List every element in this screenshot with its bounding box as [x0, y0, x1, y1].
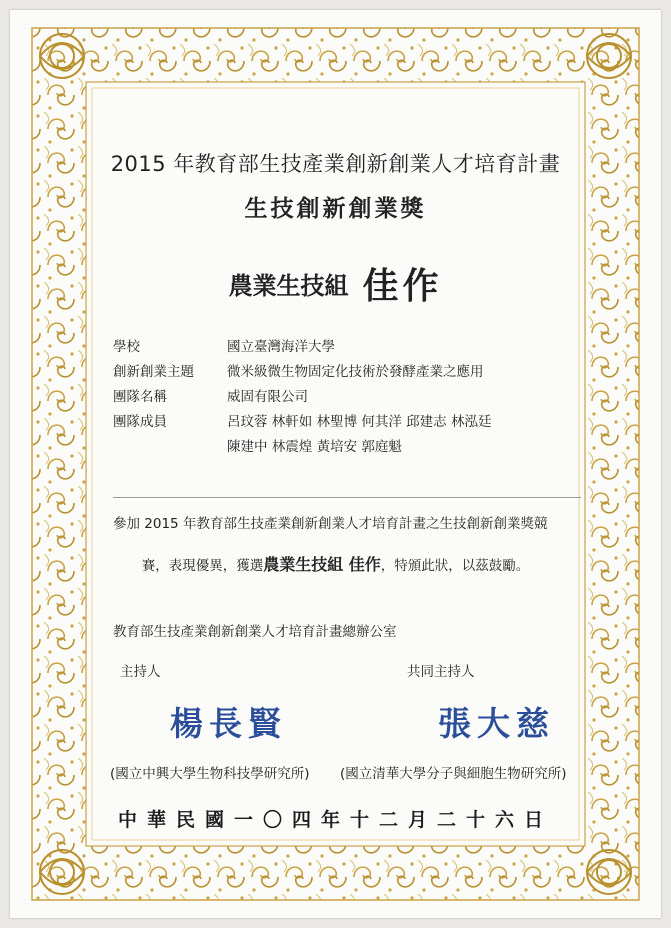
award-rank: 佳作	[362, 266, 443, 307]
host-label: 主持人	[120, 664, 161, 680]
detail-row-members	[113, 410, 593, 435]
certificate-subtitle: 生技創新創業獎	[244, 195, 427, 222]
detail-row-team	[113, 385, 593, 410]
certificate-content	[10, 10, 661, 918]
host-institution: (國立中興大學生物科技學研究所)	[110, 766, 310, 782]
host-signature: 楊長賢	[170, 704, 287, 743]
detail-label: 團隊名稱	[113, 389, 167, 405]
certificate-sheet	[10, 10, 661, 918]
cohost-signature: 張大慈	[438, 704, 555, 743]
statement-line-2	[10, 552, 661, 575]
cohost-institution: (國立清華大學分子與細胞生物研究所)	[340, 766, 567, 782]
detail-value: 陳建中 林震煌 黃培安 郭庭魁	[227, 439, 402, 455]
detail-row-school	[113, 335, 593, 360]
award-heading	[10, 258, 661, 309]
cohost-label: 共同主持人	[407, 664, 475, 680]
detail-value: 國立臺灣海洋大學	[227, 339, 335, 355]
statement-highlight: 農業生技組 佳作	[263, 555, 381, 574]
detail-label: 創新創業主題	[113, 364, 194, 380]
detail-row-theme	[113, 360, 593, 385]
statement-line-1: 參加 2015 年教育部生技產業創新創業人才培育計畫之生技創新創業獎競	[113, 516, 548, 532]
detail-row-members-continued	[113, 435, 593, 460]
detail-label: 團隊成員	[113, 414, 167, 430]
detail-value: 呂玟蓉 林軒如 林聖博 何其洋 邱建志 林泓廷	[227, 414, 492, 430]
issuing-office: 教育部生技產業創新創業人才培育計畫總辦公室	[113, 624, 397, 640]
statement-prefix: 賽，表現優異，獲選	[141, 558, 264, 574]
detail-value: 威固有限公司	[227, 389, 308, 405]
award-details	[113, 335, 593, 460]
certificate-title: 2015 年教育部生技產業創新創業人才培育計畫	[110, 152, 561, 176]
section-divider	[113, 497, 581, 498]
statement-suffix: ，特頒此狀，以茲鼓勵。	[380, 558, 530, 574]
award-category: 農業生技組	[228, 272, 349, 300]
detail-value: 微米級微生物固定化技術於發酵產業之應用	[227, 364, 484, 380]
detail-label: 學校	[113, 339, 140, 355]
issue-date: 中華民國一〇四年十二月二十六日	[117, 809, 553, 831]
